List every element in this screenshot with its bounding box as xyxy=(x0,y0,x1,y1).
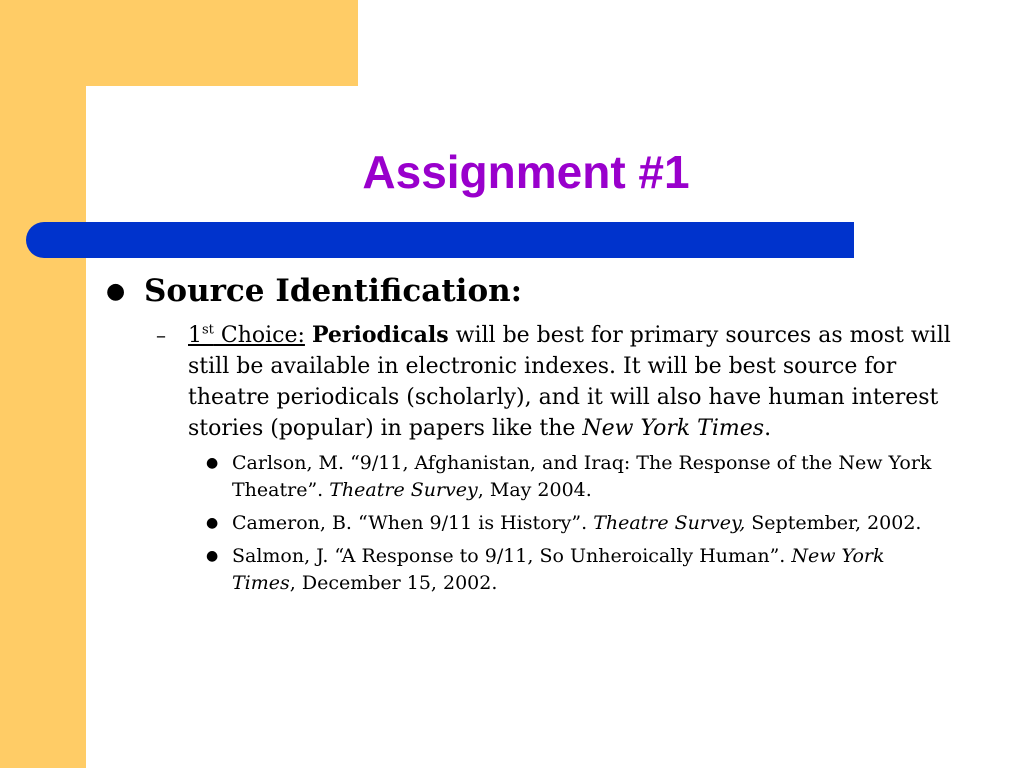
choice-text: will be best for primary sources as most will still be available in electronic indexes. It will be best source for theatre periodicals (scholarly), and it will also have human interest stories (popular) in papers like the xyxy=(188,323,951,441)
choice-label xyxy=(188,323,305,348)
background-band-top xyxy=(0,0,358,86)
heading-text: Source Identification: xyxy=(144,273,523,309)
choice-italic: New York Times xyxy=(582,416,765,441)
citation-post: , December 15, 2002. xyxy=(289,572,498,594)
citation-item xyxy=(104,450,954,504)
bullet-icon: ● xyxy=(206,455,219,471)
citation-pre: Salmon, J. “A Response to 9/11, So Unheroically Human”. xyxy=(232,545,792,567)
choice-bold: Periodicals xyxy=(311,322,449,348)
citation-post: , May 2004. xyxy=(477,479,592,501)
slide-body xyxy=(104,268,954,597)
choice-end: . xyxy=(764,416,772,441)
citation-item xyxy=(104,510,954,537)
dash-icon: – xyxy=(156,323,166,347)
sub-item-first-choice xyxy=(104,320,954,444)
citation-pre: Cameron, B. “When 9/11 is History”. xyxy=(232,512,594,534)
bullet-icon: ● xyxy=(206,515,219,531)
citation-pre: Carlson, M. “9/11, Afghanistan, and Iraq: The Response of the New York Theatre”. xyxy=(232,452,932,501)
bullet-source-identification xyxy=(104,268,954,314)
slide-title: Assignment #1 xyxy=(362,146,690,198)
bullet-icon: ● xyxy=(106,278,126,304)
background-band-left xyxy=(0,0,86,768)
title-underline-bar xyxy=(26,222,854,258)
citation-italic: Theatre Survey, xyxy=(593,512,746,534)
citation-italic: Theatre Survey xyxy=(329,479,478,501)
citation-italic: New York Times xyxy=(232,545,885,594)
choice-label-text: Choice: xyxy=(213,323,305,348)
bullet-icon: ● xyxy=(206,548,219,564)
content-panel-corner xyxy=(86,86,146,146)
citation-item xyxy=(104,543,954,597)
choice-ordinal: 1 xyxy=(188,323,202,348)
choice-ordinal-suffix: st xyxy=(202,322,214,338)
citation-post: September, 2002. xyxy=(745,512,922,534)
